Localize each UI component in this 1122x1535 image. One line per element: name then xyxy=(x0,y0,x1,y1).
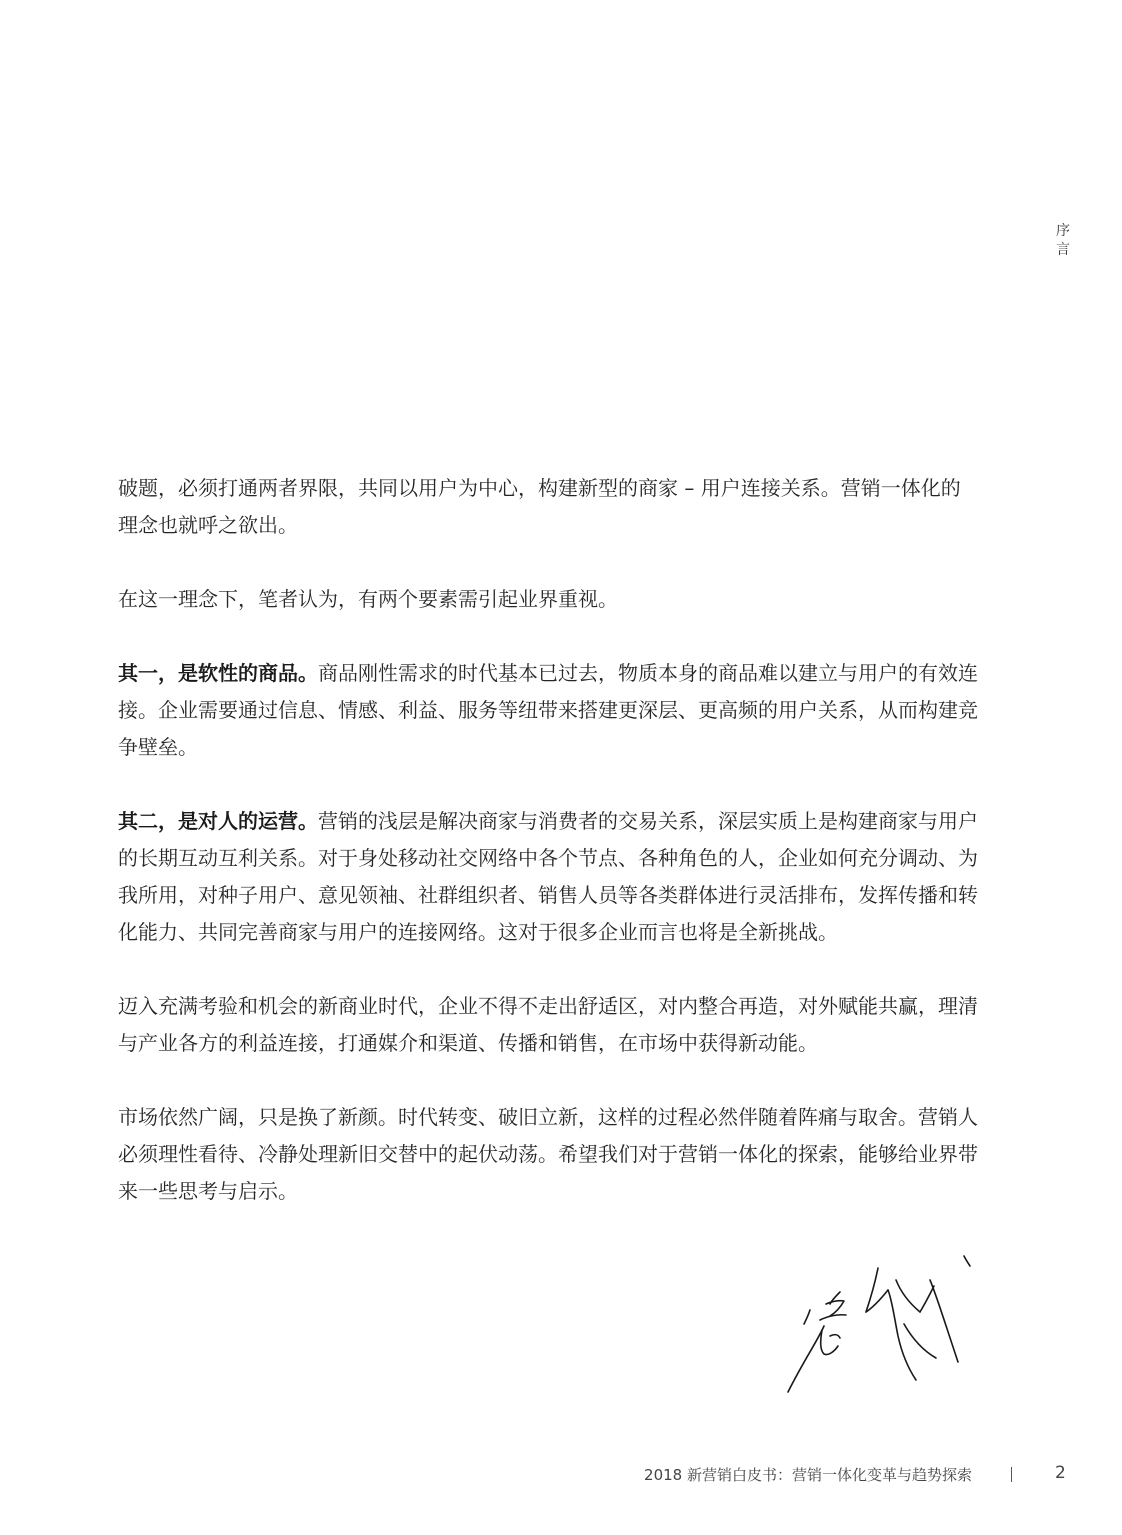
paragraph-1: 破题，必须打通两者界限，共同以用户为中心，构建新型的商家 – 用户连接关系。营销一体化的理念也就呼之欲出。 xyxy=(118,476,961,537)
page-number: 2 xyxy=(1055,1463,1066,1483)
paragraph-4-body: 营销的浅层是解决商家与消费者的交易关系，深层实质上是构建商家与用户的长期互动互利关系。对于身处移动社交网络中各个节点、各种角色的人，企业如何充分调动、为我所用，对种子用户、意见领袖、社群组织者、销售人员等各类群体进行灵活排布，发挥传播和转化能力、共同完善商家与用户的连接网络。这对于很多企业而言也将是全新挑战。 xyxy=(118,809,978,944)
paragraph-4 xyxy=(118,803,980,951)
body-text xyxy=(118,470,980,1210)
handwritten-signature xyxy=(780,1250,980,1400)
paragraph-3 xyxy=(118,655,980,766)
page-footer xyxy=(0,1462,1122,1486)
footer-title: 2018 新营销白皮书：营销一体化变革与趋势探索 xyxy=(644,1466,972,1484)
paragraph-4-lead: 其二，是对人的运营。 xyxy=(118,809,318,833)
paragraph-5: 迈入充满考验和机会的新商业时代，企业不得不走出舒适区，对内整合再造，对外赋能共赢，理清与产业各方的利益连接，打通媒介和渠道、传播和销售，在市场中获得新动能。 xyxy=(118,994,978,1055)
paragraph-3-lead: 其一，是软性的商品。 xyxy=(118,661,318,685)
paragraph-3-body: 商品刚性需求的时代基本已过去，物质本身的商品难以建立与用户的有效连接。企业需要通过信息、情感、利益、服务等纽带来搭建更深层、更高频的用户关系，从而构建竞争壁垒。 xyxy=(118,661,978,759)
paragraph-6: 市场依然广阔，只是换了新颜。时代转变、破旧立新，这样的过程必然伴随着阵痛与取舍。营销人必须理性看待、冷静处理新旧交替中的起伏动荡。希望我们对于营销一体化的探索，能够给业界带来一些思考与启示。 xyxy=(118,1105,978,1203)
footer-divider xyxy=(1011,1467,1012,1482)
section-label-char-1: 序 xyxy=(1056,223,1070,239)
section-label xyxy=(1054,222,1072,260)
section-label-char-2: 言 xyxy=(1056,242,1070,258)
paragraph-2: 在这一理念下，笔者认为，有两个要素需引起业界重视。 xyxy=(118,587,618,611)
